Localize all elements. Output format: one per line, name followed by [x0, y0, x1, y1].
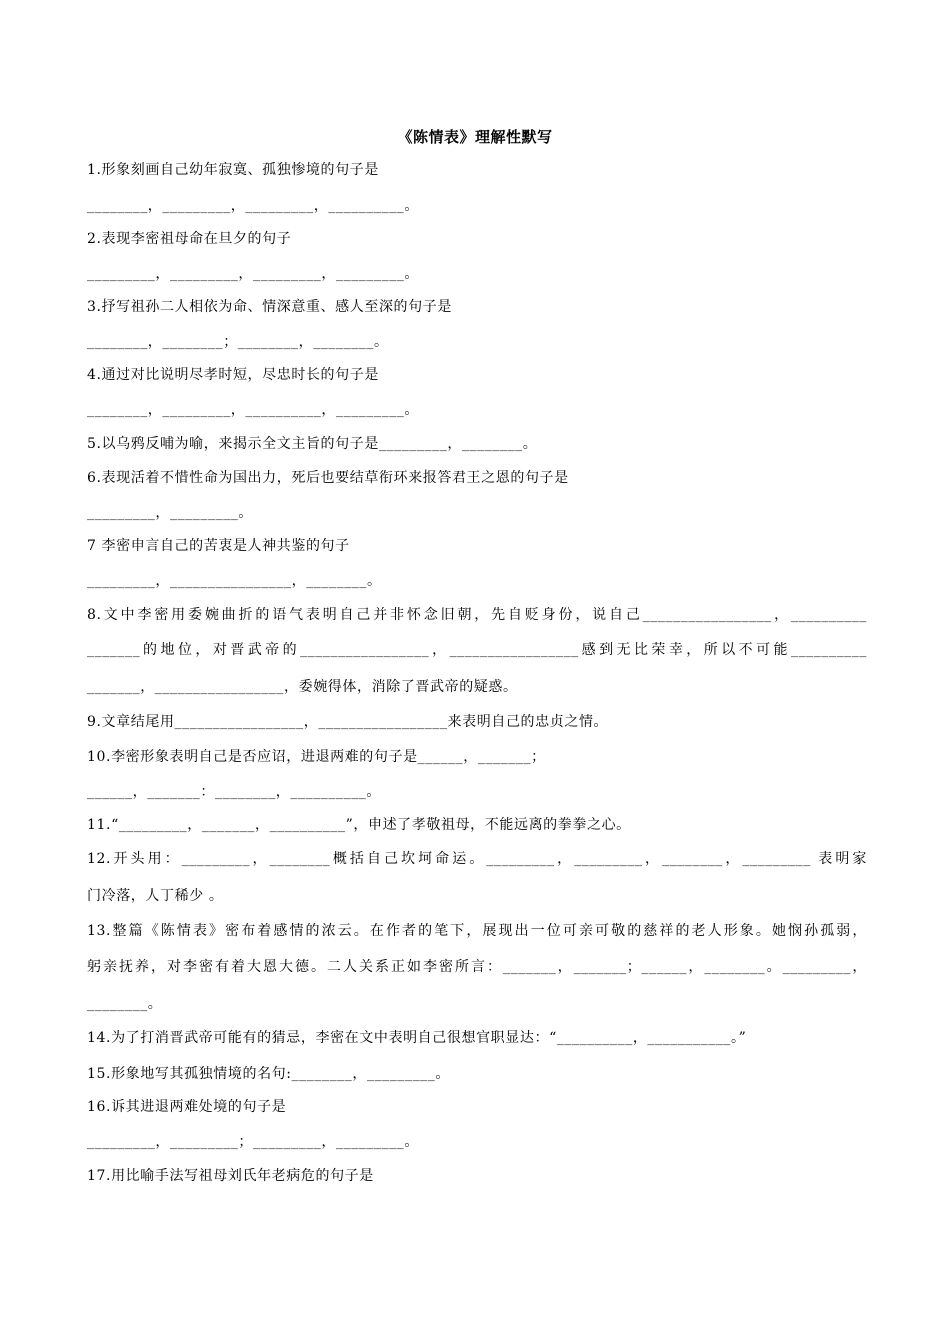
question-line: 16.诉其进退两难处境的句子是	[87, 1099, 287, 1115]
question-line: _______，_________________，委婉得体，消除了晋武帝的疑惑。	[87, 679, 518, 695]
answer-blank-line: _________，________________，________。	[87, 573, 382, 589]
question-line: 12.开头用：_________，________概括自己坎坷命运。_________，_________，________，_________ 表明家	[87, 851, 867, 867]
question-line: 14.为了打消晋武帝可能有的猜忌，李密在文中表明自己很想官职显达：“__________，___________。”	[87, 1030, 747, 1046]
page-title: 《陈情表》理解性默写	[397, 128, 553, 146]
question-line: 9.文章结尾用_________________，_________________来表明自己的忠贞之情。	[87, 714, 609, 730]
answer-blank-line: ________，_________，__________，_________。	[87, 402, 419, 418]
answer-blank-line: _________，_________，_________，_________。	[87, 266, 419, 282]
question-line: 2.表现李密祖母命在旦夕的句子	[87, 231, 292, 247]
question-line: 4.通过对比说明尽孝时短，尽忠时长的句子是	[87, 367, 379, 383]
question-line: 1.形象刻画自己幼年寂寞、孤独惨境的句子是	[87, 162, 379, 178]
answer-blank-line: ________。	[87, 996, 163, 1012]
answer-blank-line: _________，_________；_________，_________。	[87, 1134, 419, 1150]
answer-blank-line: ______，_______：________，__________。	[87, 784, 381, 800]
answer-blank-line: ________，_________，_________，__________。	[87, 198, 419, 214]
answer-blank-line: _________，_________。	[87, 505, 253, 521]
question-line: 3.抒写祖孙二人相依为命、情深意重、感人至深的句子是	[87, 299, 452, 315]
question-line: 5.以乌鸦反哺为喻，来揭示全文主旨的句子是_________，________。	[87, 436, 538, 452]
question-line: 11.“_________，_______，__________”，申述了孝敬祖母，不能远离的拳拳之心。	[87, 817, 631, 833]
answer-blank-line: ________，________；________，________。	[87, 334, 389, 350]
question-line: 7 李密申言自己的苦衷是人神共鉴的句子	[87, 538, 350, 554]
question-line: 躬亲抚养，对李密有着大恩大德。二人关系正如李密所言：_______，_______；______，________。_________，	[87, 959, 867, 975]
question-line: 门冷落，人丁稀少 。	[87, 888, 224, 904]
question-line: 15.形象地写其孤独情境的名句:________，_________。	[87, 1066, 450, 1082]
question-line: 8.文中李密用委婉曲折的语气表明自己并非怀念旧朝，先自贬身份，说自己_________________，__________	[87, 607, 867, 623]
question-line: 13.整篇《陈情表》密布着感情的浓云。在作者的笔下，展现出一位可亲可敬的慈祥的老人形象。她悯孙孤弱，	[87, 923, 867, 939]
question-line: _______的地位，对晋武帝的_________________，_________________感到无比荣幸，所以不可能__________	[87, 642, 867, 658]
question-line: 6.表现活着不惜性命为国出力，死后也要结草衔环来报答君王之恩的句子是	[87, 470, 569, 486]
question-line: 17.用比喻手法写祖母刘氏年老病危的句子是	[87, 1168, 374, 1184]
question-line: 10.李密形象表明自己是否应诏，进退两难的句子是______，_______；	[87, 749, 546, 765]
